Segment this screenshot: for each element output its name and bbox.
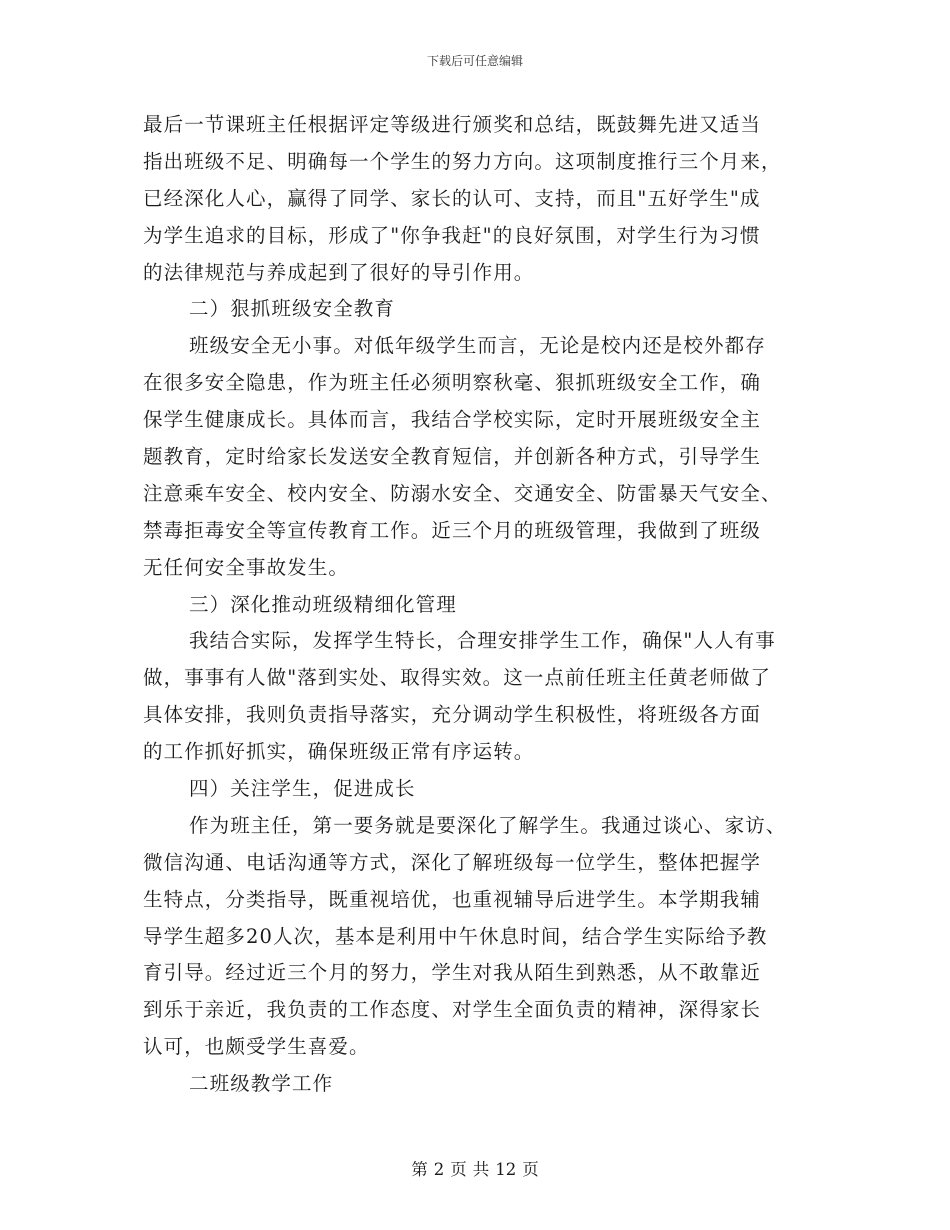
text-line: 导学生超多20人次，基本是利用中午休息时间，结合学生实际给予教 (143, 924, 768, 948)
footer-page-word: 页 (450, 1160, 467, 1179)
text-line: 做，事事有人做"落到实处、取得实效。这一点前任班主任黄老师做了 (143, 666, 772, 690)
text-line: 的法律规范与养成起到了很好的导引作用。 (143, 260, 535, 284)
text-line: 具体安排，我则负责指导落实，充分调动学生积极性，将班级各方面 (143, 703, 762, 727)
footer-total-word: 共 (472, 1160, 490, 1179)
page-footer (0, 1156, 950, 1180)
text-line: 我结合实际，发挥学生特长，合理安排学生工作，确保"人人有事 (189, 629, 776, 653)
footer-suffix: 页 (522, 1160, 539, 1179)
text-line: 已经深化人心，赢得了同学、家长的认可、支持，而且"五好学生"成 (143, 186, 761, 210)
text-line: 在很多安全隐患，作为班主任必须明察秋毫、狠抓班级安全工作，确 (143, 371, 762, 395)
text-line: 微信沟通、电话沟通等方式，深化了解班级每一位学生，整体把握学 (143, 850, 762, 874)
text-line: 三）深化推动班级精细化管理 (189, 592, 457, 616)
text-line: 禁毒拒毒安全等宣传教育工作。近三个月的班级管理，我做到了班级 (143, 518, 762, 542)
footer-total-pages: 12 (495, 1160, 517, 1179)
text-line: 育引导。经过近三个月的努力，学生对我从陌生到熟悉，从不敢靠近 (143, 961, 762, 985)
text-line: 指出班级不足、明确每一个学生的努力方向。这项制度推行三个月来， (143, 149, 782, 173)
text-line: 二）狠抓班级安全教育 (189, 297, 396, 321)
footer-prefix: 第 (411, 1160, 428, 1179)
text-line: 最后一节课班主任根据评定等级进行颁奖和总结，既鼓舞先进又适当 (143, 113, 762, 136)
text-line: 认可，也颇受学生喜爱。 (143, 1035, 370, 1059)
text-line: 四）关注学生，促进成长 (189, 777, 416, 801)
text-line: 到乐于亲近，我负责的工作态度、对学生全面负责的精神，深得家长 (143, 998, 762, 1022)
text-line: 注意乘车安全、校内安全、防溺水安全、交通安全、防雷暴天气安全、 (143, 481, 782, 505)
text-line: 生特点，分类指导，既重视培优，也重视辅导后进学生。本学期我辅 (143, 887, 762, 911)
text-line: 的工作抓好抓实，确保班级正常有序运转。 (143, 740, 535, 764)
footer-current-page: 2 (433, 1160, 445, 1179)
text-line: 无任何安全事故发生。 (143, 555, 350, 579)
text-line: 作为班主任，第一要务就是要深化了解学生。我通过谈心、家访、 (189, 813, 787, 837)
text-line: 班级安全无小事。对低年级学生而言，无论是校内还是校外都存 (189, 334, 766, 358)
text-line: 为学生追求的目标，形成了"你争我赶"的良好氛围，对学生行为习惯 (143, 223, 761, 247)
text-line: 二班级教学工作 (189, 1072, 334, 1096)
text-line: 保学生健康成长。具体而言，我结合学校实际，定时开展班级安全主 (143, 408, 762, 432)
page-header: 下载后可任意编辑 (426, 54, 523, 68)
text-line: 题教育，定时给家长发送安全教育短信，并创新各种方式，引导学生 (143, 445, 762, 469)
document-body (143, 107, 807, 1103)
